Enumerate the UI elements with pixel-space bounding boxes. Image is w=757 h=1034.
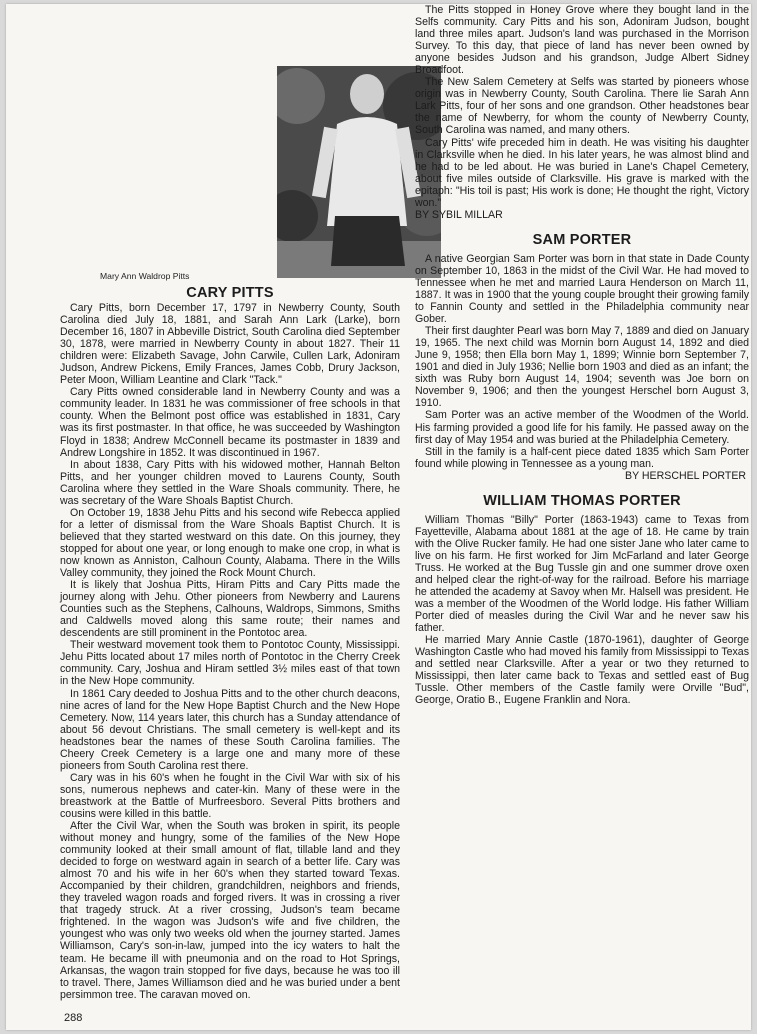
cary-paragraph: Cary Pitts owned considerable land in Newberry County and was a community leader. In 1831 he was commissioner of free schools in that county. When the Belmont post office was established in 1831, Cary was its first postmaster. In that office, he was succeeded by Washington Floyd in 1838; Andrew McConnell became its postmaster in 1839 and Andrew Longshire in 1852. It was discontinued in 1967. bbox=[60, 386, 400, 459]
cary-pitts-heading: CARY PITTS bbox=[186, 285, 274, 301]
cary-paragraph: It is likely that Joshua Pitts, Hiram Pitts and Cary Pitts made the journey along with Jehu. Other pioneers from Newberry and Laurens Counties such as the Stephens, Calhouns, Waldrops, Simmons, Smiths and Caldwells moved along this same route; their names and descendents are still prominent in the Pontotoc area. bbox=[60, 579, 400, 640]
sam-paragraph: A native Georgian Sam Porter was born in that state in Dade County on September 10, 1863 in the midst of the Civil War. He had moved to Tennessee when he met and married Laura Henderson on March 11, 1887. It was in 1900 that the young couple brought their growing family to Fannin County and settled in the Philadelphia community near Gober. bbox=[415, 252, 749, 326]
cary-paragraph: The Pitts stopped in Honey Grove where they bought land in the Selfs community. Cary Pitts and his son, Adoniram Judson, bought land three miles apart. Judson's land was purchased in the Morrison Survey. To this day, that piece of land has never been owned by anyone besides Judson and his grandson, Judge Albert Sidney Broadfoot. bbox=[415, 4, 749, 77]
william-paragraph: William Thomas "Billy" Porter (1863-1943) came to Texas from Fayetteville, Alabama about 1881 at the age of 18. He came by train with the Olive Rucker family. He had one sister Jane who later came to live on his farm. He first worked for Jim McFarland and later George Truss. He worked at the Bug Tussle gin and one summer drove oxen and helped clear the right-of-way for the railroad. Before his marriage he attended the academy at Savoy when Mr. Halsell was president. He was a member of the Woodmen of the World lodge. His father William Porter died of measles during the Civil War and he never saw his father. bbox=[415, 513, 749, 635]
sam-paragraph: Their first daughter Pearl was born May 7, 1889 and died on January 19, 1965. The next child was Mornin born August 14, 1892 and died June 9, 1958; then Ella born May 1, 1899; Winnie born September 7, 1901 and died in July 1936; Nellie born 1903 and died as an infant; the sixth was Ruby born August 14, 1904; seventh was Joe born on November 9, 1906; and then the youngest Herschel born August 3, 1910. bbox=[415, 325, 749, 410]
cary-paragraph: The New Salem Cemetery at Selfs was started by pioneers whose origin was in Newberry County, South Carolina. There lie Sarah Ann Lark Pitts, four of her sons and one grandson. Other headstones bear the name of Newberry, for whom the county of Newberry County, South Carolina was named, and many others. bbox=[415, 76, 749, 137]
photo-caption: Mary Ann Waldrop Pitts bbox=[100, 271, 190, 281]
sam-porter-heading: SAM PORTER bbox=[532, 231, 632, 248]
cary-paragraph: In 1861 Cary deeded to Joshua Pitts and to the other church deacons, nine acres of land for the New Hope Baptist Church and the New Hope Cemetery. Now, 114 years later, this church has a Sunday attendance of about 56 devout Christians. The small cemetery is well-kept and its headstones bear the names of these South Carolina families. The Cheery Creek Cemetery is a large one and many more of these pioneers from South Carolina rest there. bbox=[60, 687, 400, 772]
william-porter-heading: WILLIAM THOMAS PORTER bbox=[483, 492, 681, 509]
cary-paragraph: Cary was in his 60's when he fought in the Civil War with six of his sons, numerous nephews and cater-kin. Many of these were in the breastwork at the Battle of Murfreesboro. Several Pitts brothers and cousins were killed in this battle. bbox=[60, 771, 400, 820]
cary-paragraph: Their westward movement took them to Pontotoc County, Mississippi. Jehu Pitts located about 17 miles north of Pontotoc in the Cherry Creek community. Cary, Joshua and Hiram settled 3½ miles east of that town in the New Hope community. bbox=[60, 639, 400, 688]
cary-paragraph: Cary Pitts, born December 17, 1797 in Newberry County, South Carolina died July 18, 1881, and Sarah Ann Lark (Larke), born December 16, 1807 in Abbeville District, South Carolina died September 30, 1878, were married in Newberry County in about 1827. Their 11 children were: Elizabeth Savage, John Carwile, Cullen Lark, Adoniram Judson, Andrew Pickens, Emily Frances, James Cobb, Drury Jackson, Peter Moon, William Leantine and Clark "Tack." bbox=[60, 302, 400, 387]
cary-paragraph: On October 19, 1838 Jehu Pitts and his second wife Rebecca applied for a letter of dismissal from the Ware Shoals Baptist Church. It is believed that they started westward on this date. On this journey, they stopped for about one year, or long enough to make one crop, in what is now known as Anniston, Calhoun County, Alabama. There in the Wills Valley community, they joined the Rock Mount Church. bbox=[60, 506, 400, 580]
william-paragraph: He married Mary Annie Castle (1870-1961), daughter of George Washington Castle who had moved his family from Mississippi to Texas and settled near Clarksville. After a year or two they returned to Mississippi, then later came back to Texas and settled east of Bug Tussle. Other members of the Castle family were Orville "Bud", George, Oratio B., Eugene Franklin and Nora. bbox=[415, 634, 749, 707]
cary-byline: BY SYBIL MILLAR bbox=[415, 208, 503, 221]
cary-paragraph: Cary Pitts' wife preceded him in death. He was visiting his daughter in Clarksville when he died. In his later years, he was almost blind and he had to be led about. He was buried in Lane's Chapel Cemetery, about five miles outside of Clarksville. His grave is marked with the epitaph: "His toil is past; His work is done; He thought the right, Victory won." bbox=[415, 136, 749, 209]
cary-paragraph: After the Civil War, when the South was broken in spirit, its people without money and hungry, some of the families of the New Hope community looked at their small amount of flat, tillable land and they decided to forge on westward again in search of a better life. Cary was almost 70 and his wife in her 60's when they started toward Texas. Accompanied by their children, grandchildren, neighbors and friends, they traveled wagon roads and forged rivers. It was in crossing a river that tragedy struck. At a river crossing, Judson's team became frightened. In the wagon was Judson's wife and five children, the youngest who was only two weeks old when the journey started. James Williamson, Cary's son-in-law, jumped into the icy waters to halt the team. He became ill with pneumonia and on the road to Hot Springs, Arkansas, the wagon train stopped for five days, because he was too ill to travel. There, James Williamson died and he was buried under a bent persimmon tree. The caravan moved on. bbox=[60, 820, 400, 1001]
left-column bbox=[60, 4, 400, 1001]
sam-paragraph: Still in the family is a half-cent piece dated 1835 which Sam Porter found while plowing in Tennessee as a young man. bbox=[415, 445, 749, 470]
document-page bbox=[6, 4, 751, 1030]
right-column bbox=[415, 4, 749, 706]
sam-paragraph: Sam Porter was an active member of the Woodmen of the World. His farming provided a good life for his family. He passed away on the first day of May 1954 and was buried at the Philadelphia Cemetery. bbox=[415, 409, 749, 446]
cary-paragraph: In about 1838, Cary Pitts with his widowed mother, Hannah Belton Pitts, and her younger children moved to Laurens County, South Carolina where they settled in the Ware Shoals community. There, he was secretary of the Ware Shoals Baptist Church. bbox=[60, 458, 400, 507]
photo-block bbox=[60, 4, 400, 284]
page-number: 288 bbox=[64, 1012, 83, 1024]
sam-byline: BY HERSCHEL PORTER bbox=[625, 469, 747, 482]
